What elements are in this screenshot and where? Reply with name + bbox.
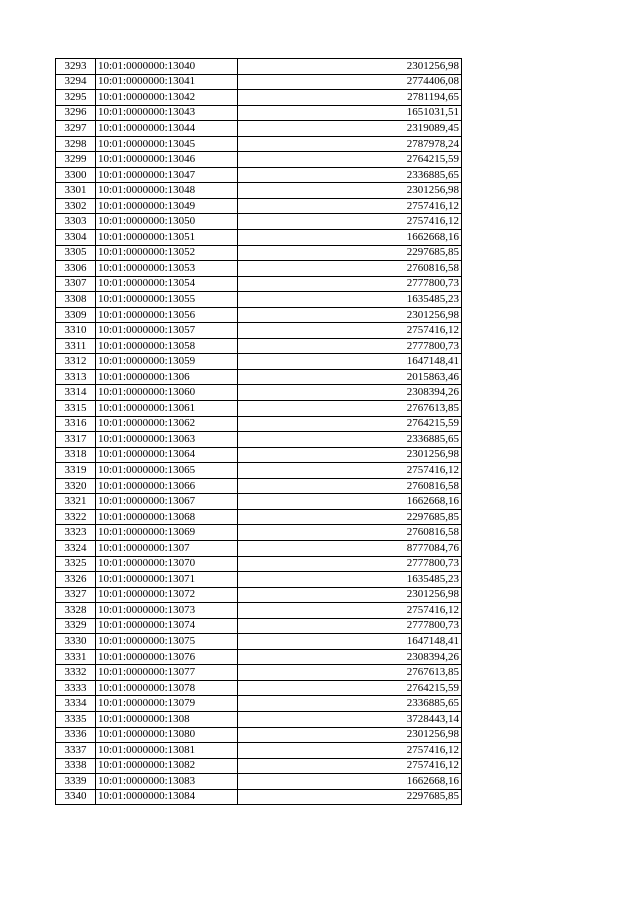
- table-row: [56, 758, 462, 774]
- table-row: [56, 401, 462, 417]
- amount-cell: 2301256,98: [238, 307, 462, 323]
- row-number-cell: 3334: [56, 696, 96, 712]
- row-number-cell: 3294: [56, 74, 96, 90]
- table-row: [56, 307, 462, 323]
- table-row: [56, 59, 462, 75]
- cadastral-number-cell: 10:01:0000000:13076: [96, 649, 238, 665]
- table-row: [56, 463, 462, 479]
- amount-cell: 1662668,16: [238, 774, 462, 790]
- table-row: [56, 494, 462, 510]
- row-number-cell: 3336: [56, 727, 96, 743]
- table-row: [56, 649, 462, 665]
- row-number-cell: 3305: [56, 245, 96, 261]
- row-number-cell: 3340: [56, 789, 96, 805]
- table-row: [56, 136, 462, 152]
- amount-cell: 2308394,26: [238, 385, 462, 401]
- table-row: [56, 90, 462, 106]
- amount-cell: 2301256,98: [238, 59, 462, 75]
- cadastral-number-cell: 10:01:0000000:13056: [96, 307, 238, 323]
- amount-cell: 2777800,73: [238, 338, 462, 354]
- amount-cell: 3728443,14: [238, 711, 462, 727]
- table-body: [56, 59, 462, 805]
- row-number-cell: 3301: [56, 183, 96, 199]
- row-number-cell: 3308: [56, 292, 96, 308]
- table-row: [56, 323, 462, 339]
- row-number-cell: 3302: [56, 198, 96, 214]
- row-number-cell: 3328: [56, 603, 96, 619]
- amount-cell: 2774406,08: [238, 74, 462, 90]
- amount-cell: 2767613,85: [238, 665, 462, 681]
- row-number-cell: 3337: [56, 743, 96, 759]
- row-number-cell: 3293: [56, 59, 96, 75]
- amount-cell: 1651031,51: [238, 105, 462, 121]
- table-row: [56, 556, 462, 572]
- row-number-cell: 3325: [56, 556, 96, 572]
- amount-cell: 2297685,85: [238, 245, 462, 261]
- amount-cell: 1662668,16: [238, 494, 462, 510]
- row-number-cell: 3324: [56, 540, 96, 556]
- row-number-cell: 3330: [56, 634, 96, 650]
- amount-cell: 1647148,41: [238, 354, 462, 370]
- amount-cell: 2319089,45: [238, 121, 462, 137]
- amount-cell: 2777800,73: [238, 618, 462, 634]
- amount-cell: 2757416,12: [238, 214, 462, 230]
- cadastral-number-cell: 10:01:0000000:13041: [96, 74, 238, 90]
- table-row: [56, 789, 462, 805]
- row-number-cell: 3335: [56, 711, 96, 727]
- cadastral-number-cell: 10:01:0000000:13046: [96, 152, 238, 168]
- cadastral-number-cell: 10:01:0000000:13065: [96, 463, 238, 479]
- table-row: [56, 634, 462, 650]
- table-row: [56, 618, 462, 634]
- row-number-cell: 3306: [56, 261, 96, 277]
- row-number-cell: 3303: [56, 214, 96, 230]
- amount-cell: 2777800,73: [238, 556, 462, 572]
- row-number-cell: 3327: [56, 587, 96, 603]
- amount-cell: 2336885,65: [238, 167, 462, 183]
- amount-cell: 2767613,85: [238, 401, 462, 417]
- amount-cell: 2781194,65: [238, 90, 462, 106]
- cadastral-number-cell: 10:01:0000000:13051: [96, 230, 238, 246]
- table-row: [56, 152, 462, 168]
- amount-cell: 2760816,58: [238, 525, 462, 541]
- cadastral-number-cell: 10:01:0000000:13070: [96, 556, 238, 572]
- table-row: [56, 230, 462, 246]
- row-number-cell: 3307: [56, 276, 96, 292]
- row-number-cell: 3296: [56, 105, 96, 121]
- cadastral-number-cell: 10:01:0000000:13071: [96, 572, 238, 588]
- cadastral-number-cell: 10:01:0000000:13048: [96, 183, 238, 199]
- cadastral-number-cell: 10:01:0000000:13079: [96, 696, 238, 712]
- cadastral-number-cell: 10:01:0000000:13082: [96, 758, 238, 774]
- cadastral-number-cell: 10:01:0000000:13062: [96, 416, 238, 432]
- amount-cell: 2757416,12: [238, 463, 462, 479]
- cadastral-number-cell: 10:01:0000000:13058: [96, 338, 238, 354]
- table-row: [56, 432, 462, 448]
- table-row: [56, 338, 462, 354]
- cadastral-number-cell: 10:01:0000000:13059: [96, 354, 238, 370]
- row-number-cell: 3298: [56, 136, 96, 152]
- cadastral-number-cell: 10:01:0000000:13080: [96, 727, 238, 743]
- cadastral-number-cell: 10:01:0000000:13054: [96, 276, 238, 292]
- table-row: [56, 696, 462, 712]
- amount-cell: 2760816,58: [238, 478, 462, 494]
- cadastral-number-cell: 10:01:0000000:13078: [96, 680, 238, 696]
- amount-cell: 2297685,85: [238, 509, 462, 525]
- amount-cell: 2757416,12: [238, 758, 462, 774]
- cadastral-number-cell: 10:01:0000000:13055: [96, 292, 238, 308]
- table-row: [56, 509, 462, 525]
- table-row: [56, 354, 462, 370]
- amount-cell: 2777800,73: [238, 276, 462, 292]
- table-row: [56, 198, 462, 214]
- cadastral-number-cell: 10:01:0000000:13057: [96, 323, 238, 339]
- amount-cell: 2757416,12: [238, 198, 462, 214]
- amount-cell: 2336885,65: [238, 696, 462, 712]
- cadastral-number-cell: 10:01:0000000:13060: [96, 385, 238, 401]
- row-number-cell: 3329: [56, 618, 96, 634]
- cadastral-number-cell: 10:01:0000000:13047: [96, 167, 238, 183]
- amount-cell: 1635485,23: [238, 572, 462, 588]
- cadastral-number-cell: 10:01:0000000:1308: [96, 711, 238, 727]
- table-row: [56, 276, 462, 292]
- row-number-cell: 3309: [56, 307, 96, 323]
- table-row: [56, 572, 462, 588]
- cadastral-number-cell: 10:01:0000000:13066: [96, 478, 238, 494]
- amount-cell: 2757416,12: [238, 603, 462, 619]
- table-row: [56, 292, 462, 308]
- table-row: [56, 711, 462, 727]
- row-number-cell: 3295: [56, 90, 96, 106]
- cadastral-number-cell: 10:01:0000000:1307: [96, 540, 238, 556]
- amount-cell: 8777084,76: [238, 540, 462, 556]
- table-row: [56, 665, 462, 681]
- row-number-cell: 3311: [56, 338, 96, 354]
- amount-cell: 2757416,12: [238, 743, 462, 759]
- row-number-cell: 3315: [56, 401, 96, 417]
- amount-cell: 2336885,65: [238, 432, 462, 448]
- table-row: [56, 167, 462, 183]
- table-row: [56, 447, 462, 463]
- cadastral-number-cell: 10:01:0000000:1306: [96, 369, 238, 385]
- amount-cell: 2764215,59: [238, 152, 462, 168]
- table-row: [56, 680, 462, 696]
- cadastral-number-cell: 10:01:0000000:13053: [96, 261, 238, 277]
- table-row: [56, 74, 462, 90]
- cadastral-number-cell: 10:01:0000000:13068: [96, 509, 238, 525]
- row-number-cell: 3318: [56, 447, 96, 463]
- cadastral-number-cell: 10:01:0000000:13049: [96, 198, 238, 214]
- amount-cell: 2297685,85: [238, 789, 462, 805]
- row-number-cell: 3310: [56, 323, 96, 339]
- row-number-cell: 3319: [56, 463, 96, 479]
- cadastral-number-cell: 10:01:0000000:13052: [96, 245, 238, 261]
- table-row: [56, 121, 462, 137]
- cadastral-number-cell: 10:01:0000000:13072: [96, 587, 238, 603]
- amount-cell: 2301256,98: [238, 447, 462, 463]
- cadastral-number-cell: 10:01:0000000:13073: [96, 603, 238, 619]
- cadastral-number-cell: 10:01:0000000:13077: [96, 665, 238, 681]
- cadastral-number-cell: 10:01:0000000:13069: [96, 525, 238, 541]
- cadastral-number-cell: 10:01:0000000:13081: [96, 743, 238, 759]
- table-row: [56, 245, 462, 261]
- amount-cell: 2301256,98: [238, 727, 462, 743]
- row-number-cell: 3313: [56, 369, 96, 385]
- amount-cell: 2757416,12: [238, 323, 462, 339]
- cadastral-number-cell: 10:01:0000000:13044: [96, 121, 238, 137]
- cadastral-number-cell: 10:01:0000000:13042: [96, 90, 238, 106]
- cadastral-number-cell: 10:01:0000000:13050: [96, 214, 238, 230]
- row-number-cell: 3331: [56, 649, 96, 665]
- row-number-cell: 3297: [56, 121, 96, 137]
- table-row: [56, 105, 462, 121]
- data-table: [55, 58, 462, 805]
- cadastral-number-cell: 10:01:0000000:13061: [96, 401, 238, 417]
- amount-cell: 2015863,46: [238, 369, 462, 385]
- table-row: [56, 261, 462, 277]
- cadastral-number-cell: 10:01:0000000:13063: [96, 432, 238, 448]
- cadastral-number-cell: 10:01:0000000:13074: [96, 618, 238, 634]
- table-row: [56, 369, 462, 385]
- amount-cell: 1635485,23: [238, 292, 462, 308]
- cadastral-number-cell: 10:01:0000000:13075: [96, 634, 238, 650]
- row-number-cell: 3339: [56, 774, 96, 790]
- amount-cell: 1662668,16: [238, 230, 462, 246]
- amount-cell: 2301256,98: [238, 183, 462, 199]
- row-number-cell: 3320: [56, 478, 96, 494]
- row-number-cell: 3333: [56, 680, 96, 696]
- row-number-cell: 3299: [56, 152, 96, 168]
- cadastral-number-cell: 10:01:0000000:13043: [96, 105, 238, 121]
- table-row: [56, 603, 462, 619]
- amount-cell: 2308394,26: [238, 649, 462, 665]
- cadastral-number-cell: 10:01:0000000:13067: [96, 494, 238, 510]
- row-number-cell: 3332: [56, 665, 96, 681]
- cadastral-number-cell: 10:01:0000000:13083: [96, 774, 238, 790]
- table-row: [56, 540, 462, 556]
- amount-cell: 2764215,59: [238, 680, 462, 696]
- table-row: [56, 587, 462, 603]
- amount-cell: 2787978,24: [238, 136, 462, 152]
- row-number-cell: 3338: [56, 758, 96, 774]
- row-number-cell: 3323: [56, 525, 96, 541]
- cadastral-number-cell: 10:01:0000000:13045: [96, 136, 238, 152]
- table-row: [56, 727, 462, 743]
- row-number-cell: 3304: [56, 230, 96, 246]
- row-number-cell: 3314: [56, 385, 96, 401]
- amount-cell: 2764215,59: [238, 416, 462, 432]
- table-row: [56, 774, 462, 790]
- amount-cell: 2760816,58: [238, 261, 462, 277]
- row-number-cell: 3326: [56, 572, 96, 588]
- row-number-cell: 3317: [56, 432, 96, 448]
- row-number-cell: 3300: [56, 167, 96, 183]
- table-row: [56, 385, 462, 401]
- table-row: [56, 525, 462, 541]
- table-row: [56, 416, 462, 432]
- table-row: [56, 214, 462, 230]
- table-row: [56, 183, 462, 199]
- row-number-cell: 3322: [56, 509, 96, 525]
- amount-cell: 1647148,41: [238, 634, 462, 650]
- cadastral-number-cell: 10:01:0000000:13084: [96, 789, 238, 805]
- cadastral-number-cell: 10:01:0000000:13064: [96, 447, 238, 463]
- row-number-cell: 3321: [56, 494, 96, 510]
- row-number-cell: 3312: [56, 354, 96, 370]
- table-row: [56, 478, 462, 494]
- cadastral-number-cell: 10:01:0000000:13040: [96, 59, 238, 75]
- amount-cell: 2301256,98: [238, 587, 462, 603]
- table-row: [56, 743, 462, 759]
- row-number-cell: 3316: [56, 416, 96, 432]
